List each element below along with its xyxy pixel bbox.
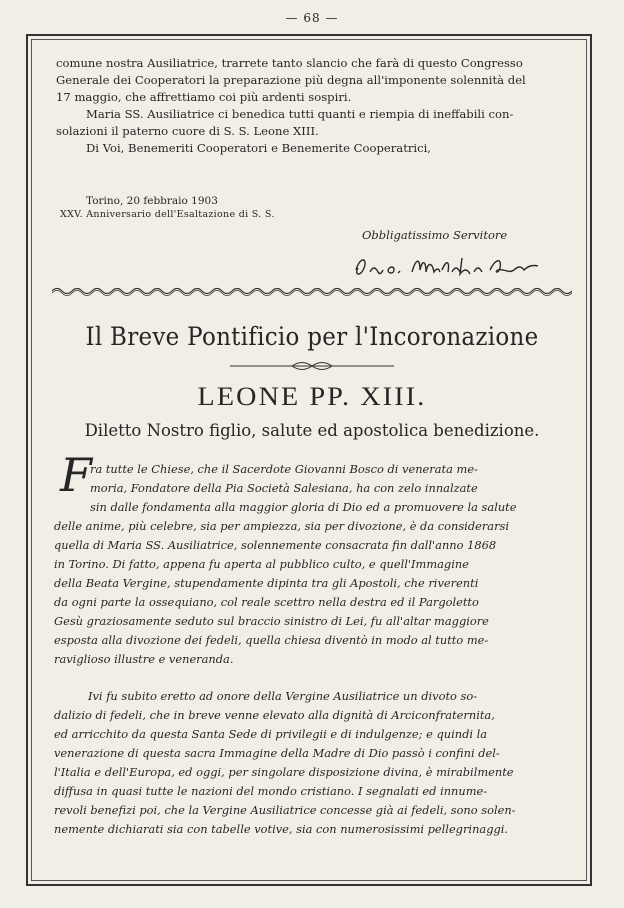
text-line: delle anime, più celebre, sia per ampiezza, sia per divozione, è da considerarsi xyxy=(54,519,510,533)
text-line: quella di Maria SS. Ausiliatrice, solennemente consacrata fin dall'anno 1868 xyxy=(54,538,497,552)
text-line: in Torino. Di fatto, appena fu aperta al pubblico culto, e quell'Immagine xyxy=(54,557,469,571)
text-line: raviglioso illustre e veneranda. xyxy=(54,652,234,666)
greeting-line: Diletto Nostro figlio, salute ed apostolica benedizione. xyxy=(84,421,540,440)
text-line: ed arricchito da questa Santa Sede di privilegii e di indulgenze; e quindi la xyxy=(54,727,488,741)
page-number: — 68 — xyxy=(285,11,339,25)
text-line: venerazione di questa sacra Immagine della Madre di Dio passò i confini del- xyxy=(54,746,500,760)
text-line: Gesù graziosamente seduto sul braccio sinistro di Lei, fu all'altar maggiore xyxy=(54,614,489,628)
paragraph-1-body xyxy=(54,498,570,669)
text-line: esposta alla divozione dei fedeli, quella chiesa diventò in modo al tutto me- xyxy=(54,633,489,647)
text-line: l'Italia e dell'Europa, ed oggi, per singolare disposizione divina, è mirabilmente xyxy=(54,765,514,779)
text-line: da ogni parte la ossequiano, col reale scettro nella destra ed il Pargoletto xyxy=(54,595,479,609)
text-line: dalizio di fedeli, che in breve venne elevato alla dignità di Arciconfraternita, xyxy=(54,708,495,722)
drop-cap: F xyxy=(60,448,92,502)
paragraph-1-opening xyxy=(90,460,570,498)
intro-text xyxy=(56,55,568,157)
text-line: revoli benefizi poi, che la Vergine Ausiliatrice concesse già ai fedeli, sono solen- xyxy=(54,803,516,817)
intro-line: comune nostra Ausiliatrice, trarrete tanto slancio che farà di questo Congresso xyxy=(56,56,523,70)
text-line: della Beata Vergine, stupendamente dipinta tra gli Apostoli, che riverenti xyxy=(54,576,479,590)
text-line: ra tutte le Chiese, che il Sacerdote Giovanni Bosco di venerata me- xyxy=(90,462,478,476)
intro-line: Generale dei Cooperatori la preparazione più degna all'imponente solennità del xyxy=(56,73,526,87)
signature-anniversary: XXV. Anniversario dell'Esaltazione di S. S. xyxy=(60,209,275,220)
text-line: Ivi fu subito eretto ad onore della Vergine Ausiliatrice un divoto so- xyxy=(88,689,478,703)
intro-line: solazioni il paterno cuore di S. S. Leone XIII. xyxy=(56,124,319,138)
signature-place-date: Torino, 20 febbraio 1903 xyxy=(86,195,218,207)
wave-divider xyxy=(52,285,572,297)
signature-servant: Obbligatissimo Servitore xyxy=(362,228,508,242)
intro-line: 17 maggio, che affrettiamo coi più ardenti sospiri. xyxy=(56,90,352,104)
text-line: sin dalle fondamenta alla maggior gloria di Dio ed a promuovere la salute xyxy=(90,500,517,514)
paragraph-2 xyxy=(54,687,570,839)
pope-name: LEONE PP. XIII. xyxy=(197,382,427,411)
text-line: nemente dichiarati sia con tabelle votive, sia con numerosissimi pellegrinaggi. xyxy=(54,822,509,836)
handwritten-signature xyxy=(350,248,560,282)
intro-line: Maria SS. Ausiliatrice ci benedica tutti quanti e riempia di ineffabili con- xyxy=(86,107,514,121)
text-line: diffusa in quasi tutte le nazioni del mondo cristiano. I segnalati ed innume- xyxy=(54,784,488,798)
text-line: moria, Fondatore della Pia Società Salesiana, ha con zelo innalzate xyxy=(90,481,478,495)
title-ornament xyxy=(230,360,394,372)
intro-line: Di Voi, Benemeriti Cooperatori e Benemerite Cooperatrici, xyxy=(86,141,431,155)
section-title: Il Breve Pontificio per l'Incoronazione xyxy=(85,322,539,351)
